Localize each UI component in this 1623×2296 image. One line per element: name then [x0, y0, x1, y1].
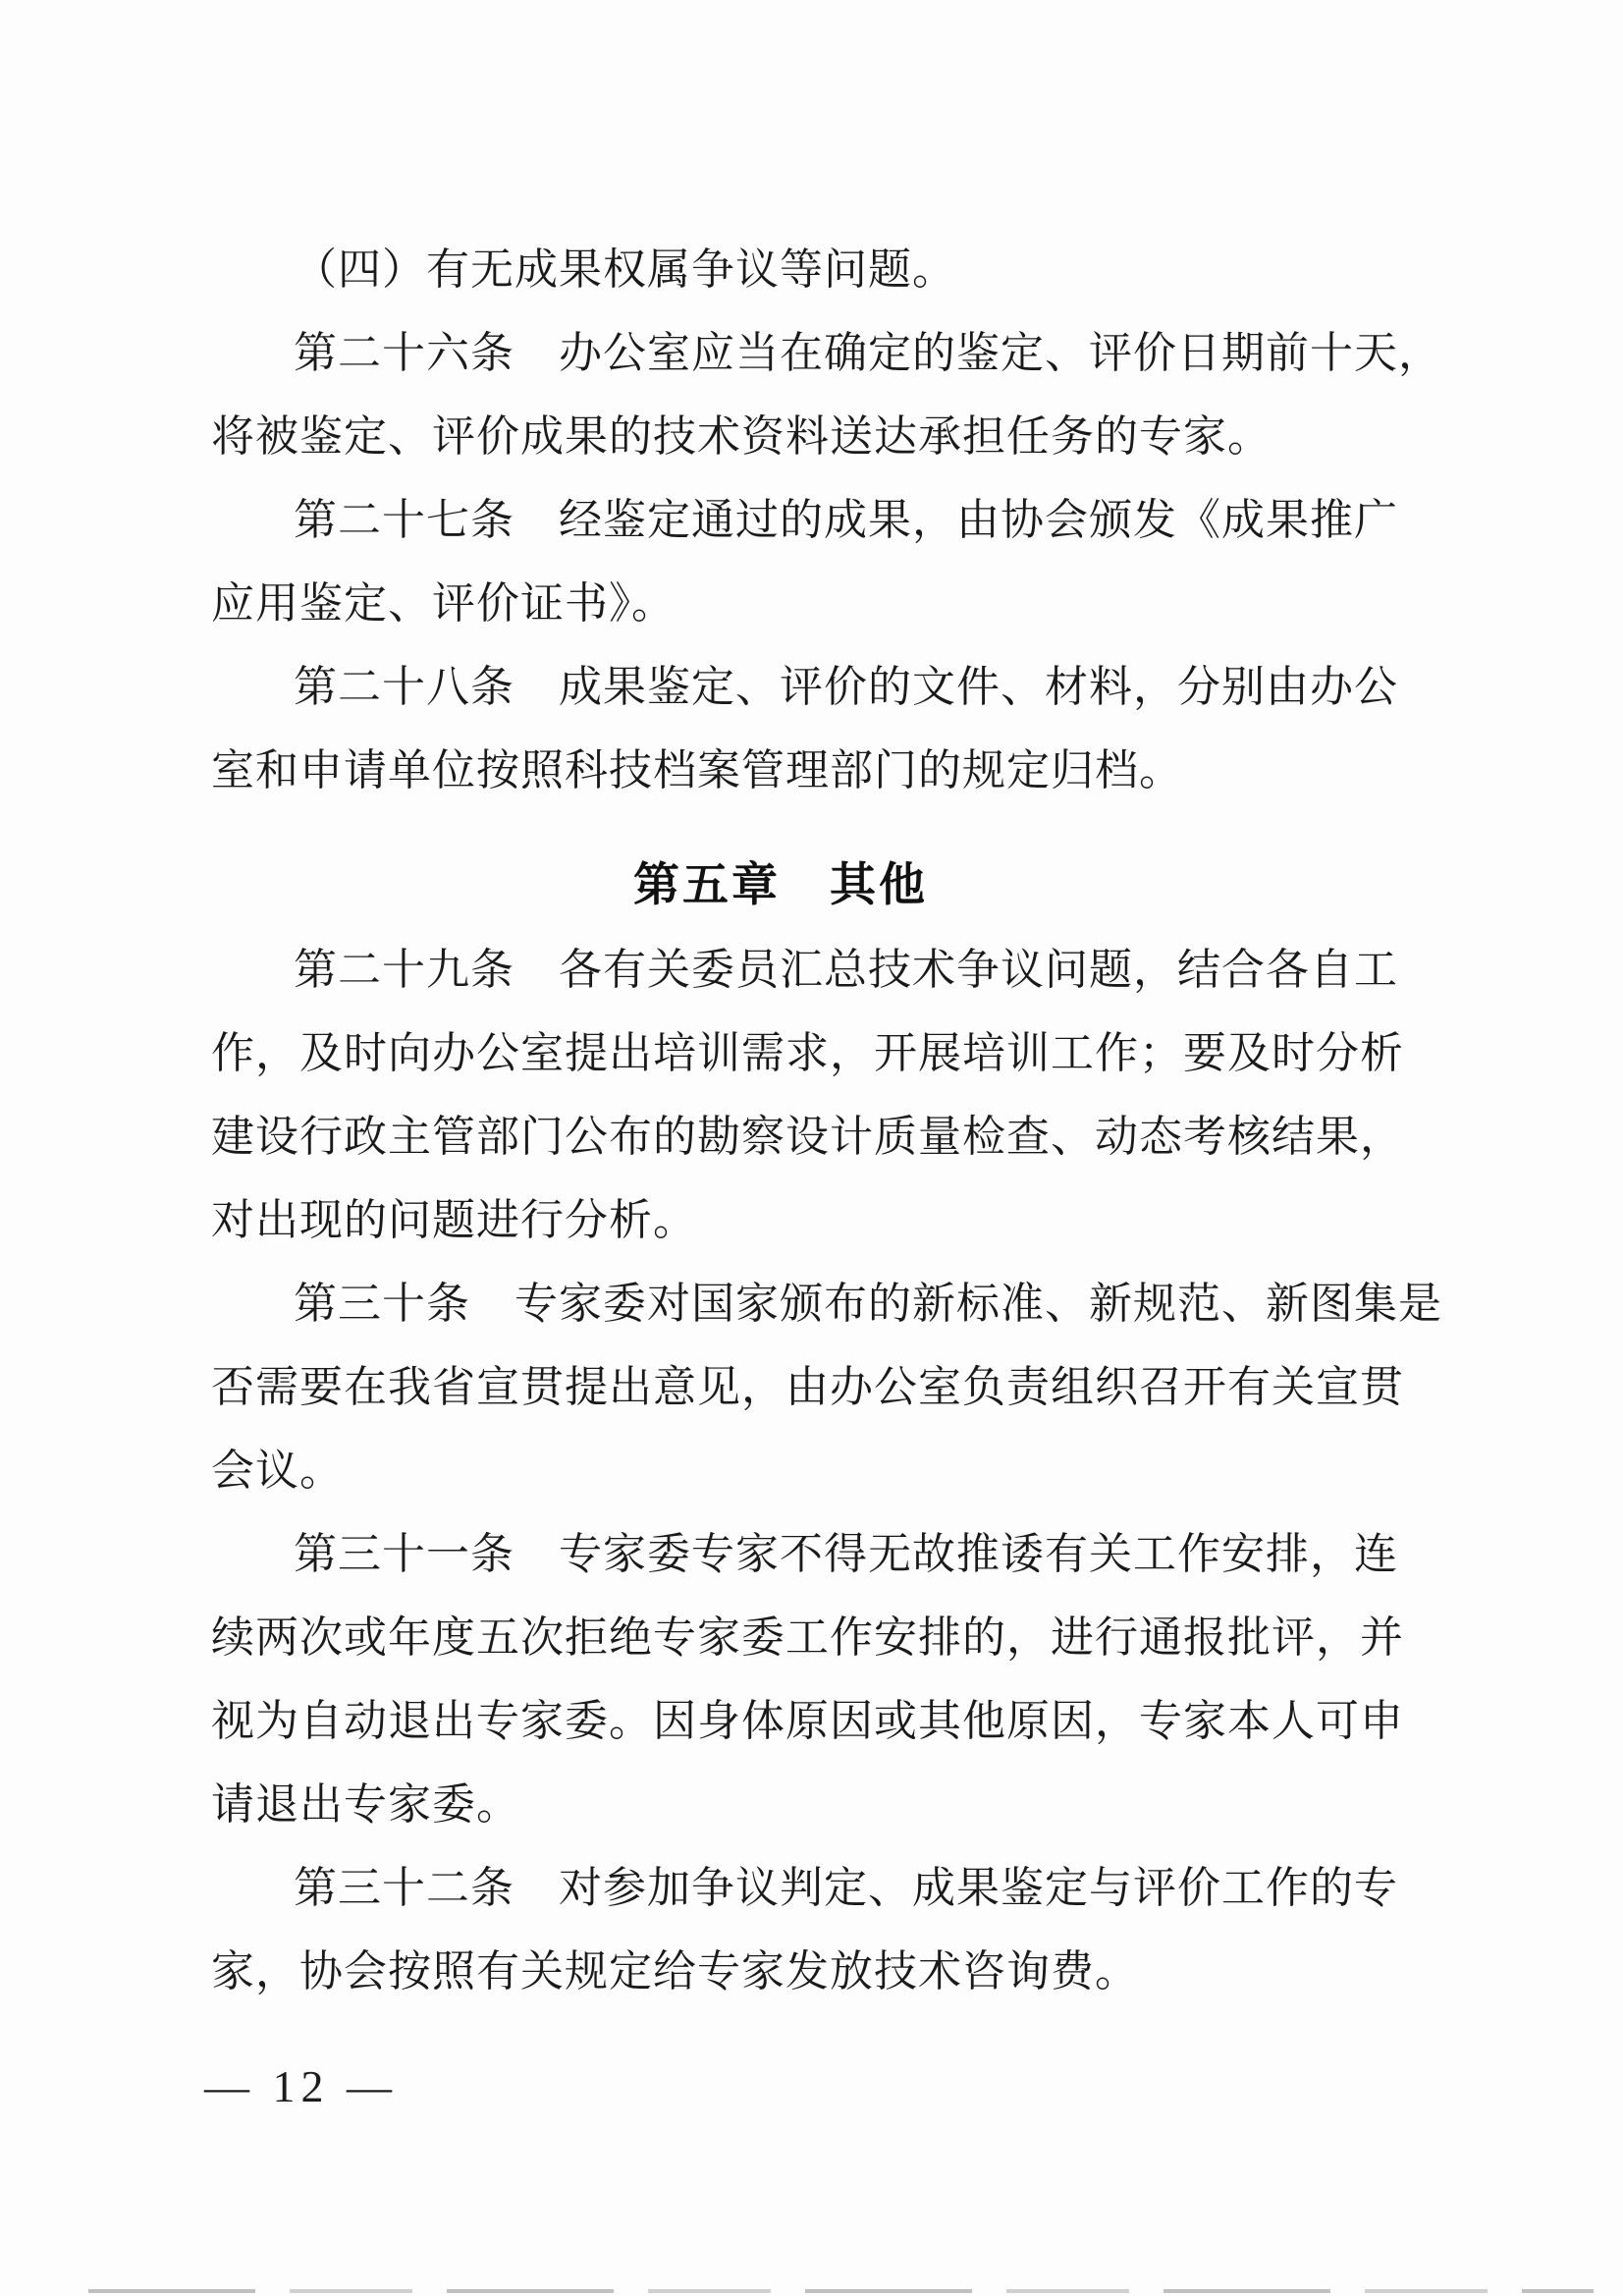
text-line: 对出现的问题进行分析。 — [211, 1196, 697, 1244]
text-line: 应用鉴定、评价证书》。 — [211, 579, 676, 628]
text-line: 家，协会按照有关规定给专家发放技术咨询费。 — [211, 1947, 1139, 1995]
text-block — [211, 228, 1448, 2013]
text-line: 第二十九条 各有关委员汇总技术争议问题，结合各自工 — [294, 946, 1398, 994]
text-line: 请退出专家委。 — [211, 1780, 520, 1829]
text-line: 视为自动退出专家委。因身体原因或其他原因，专家本人可申 — [211, 1697, 1404, 1745]
text-line: 第二十六条 办公室应当在确定的鉴定、评价日期前十天， — [294, 329, 1442, 377]
scan-artifact-line — [88, 2289, 1594, 2293]
text-line: 建设行政主管部门公布的勘察设计质量检查、动态考核结果， — [211, 1113, 1404, 1161]
text-line: 室和申请单位按照科技档案管理部门的规定归档。 — [211, 746, 1183, 794]
text-line: （四）有无成果权属争议等问题。 — [294, 246, 956, 294]
text-line: 第二十八条 成果鉴定、评价的文件、材料，分别由办公 — [294, 663, 1398, 711]
text-line: 续两次或年度五次拒绝专家委工作安排的，进行通报批评，并 — [211, 1613, 1404, 1662]
text-line: 否需要在我省宣贯提出意见，由办公室负责组织召开有关宣贯 — [211, 1363, 1404, 1411]
text-line: 第二十七条 经鉴定通过的成果，由协会颁发《成果推广 — [294, 496, 1398, 544]
page-number: — 12 — — [204, 2061, 398, 2111]
text-line: 第三十二条 对参加争议判定、成果鉴定与评价工作的专 — [294, 1864, 1398, 1912]
text-line: 将被鉴定、评价成果的技术资料送达承担任务的专家。 — [211, 412, 1271, 461]
text-line: 第三十一条 专家委专家不得无故推诿有关工作安排，连 — [294, 1530, 1398, 1578]
chapter-heading: 第五章 其他 — [633, 860, 928, 911]
text-line: 第三十条 专家委对国家颁布的新标准、新规范、新图集是 — [294, 1280, 1442, 1328]
text-line: 作，及时向办公室提出培训需求，开展培训工作；要及时分析 — [211, 1029, 1404, 1077]
text-line: 会议。 — [211, 1447, 344, 1495]
